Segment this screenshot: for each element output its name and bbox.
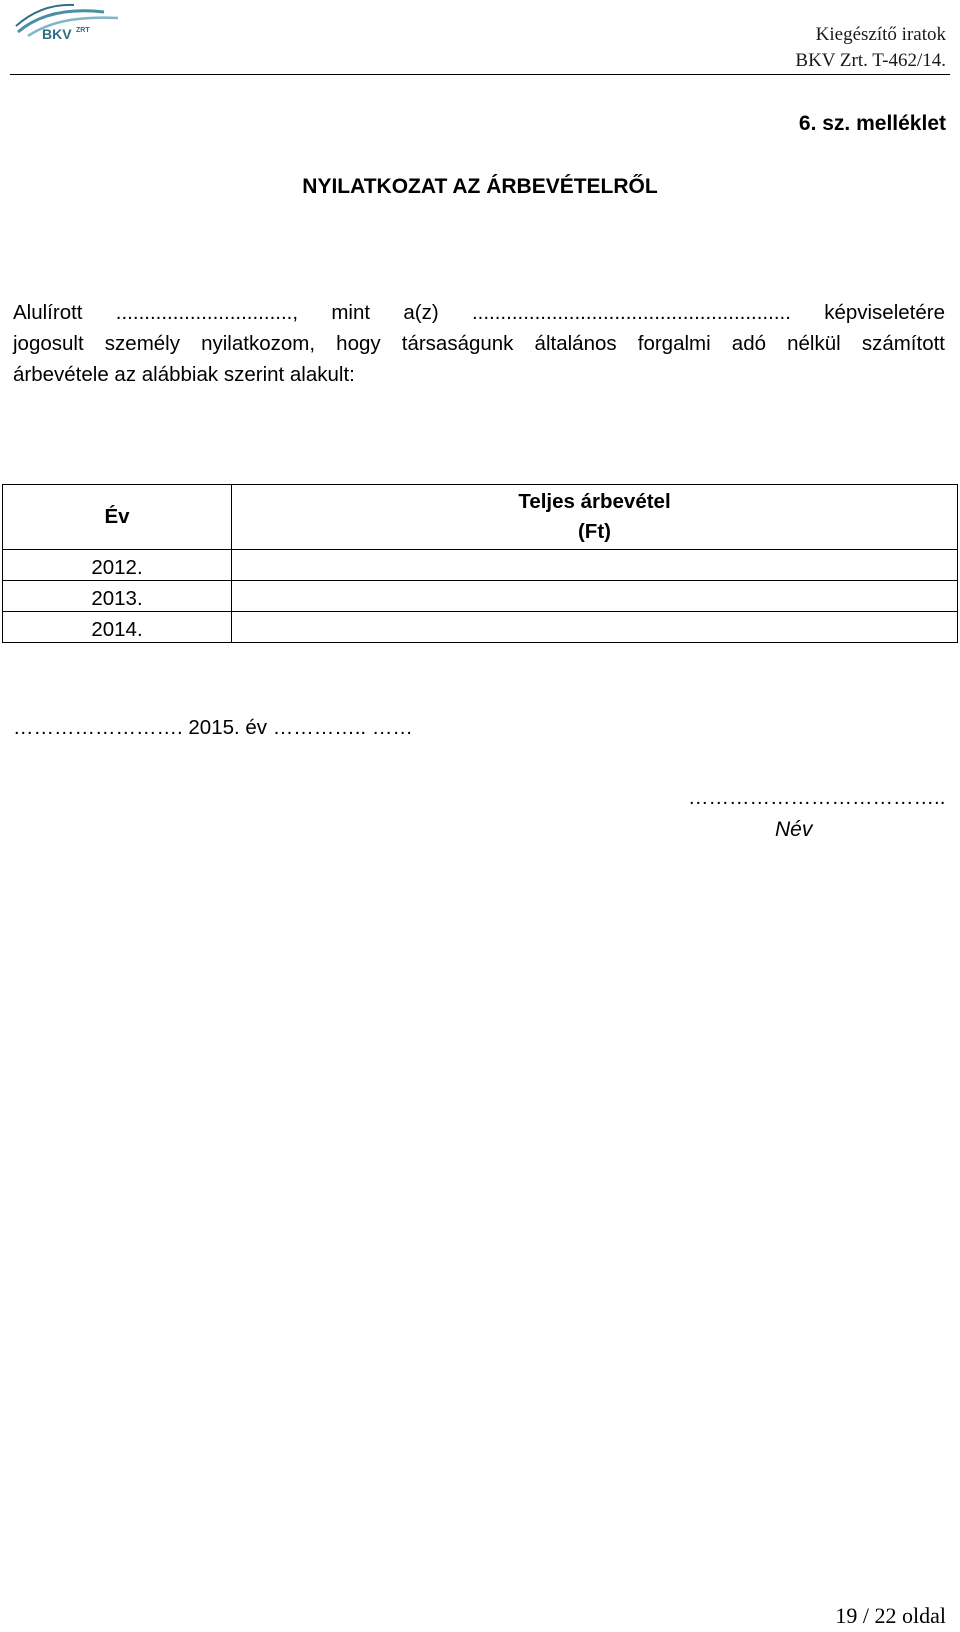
revenue-column-header xyxy=(232,485,958,550)
revenue-table xyxy=(2,484,958,643)
revenue-header-label: Teljes árbevétel xyxy=(518,490,671,513)
table-row xyxy=(3,581,958,612)
declaration-line-3: árbevétele az alábbiak szerint alakult: xyxy=(13,363,355,386)
declaration-line-2: jogosult személy nyilatkozom, hogy társaságunk általános forgalmi adó nélkül számított xyxy=(13,332,945,355)
declaration-text xyxy=(13,297,945,390)
revenue-cell[interactable] xyxy=(232,612,958,643)
header-divider xyxy=(10,74,950,75)
doc-type: Kiegészítő iratok xyxy=(815,24,946,45)
declaration-line-1: Alulírott ..............................., mint a(z) ........................................................ képviseletére xyxy=(13,301,945,324)
year-column-header: Év xyxy=(3,485,232,550)
table-row xyxy=(3,550,958,581)
year-cell: 2014. xyxy=(3,612,232,643)
revenue-header-unit: (Ft) xyxy=(577,520,611,543)
bkv-logo xyxy=(14,2,126,46)
signature-label: Név xyxy=(775,818,813,841)
year-cell: 2013. xyxy=(3,581,232,612)
year-cell: 2012. xyxy=(3,550,232,581)
page-number: 19 / 22 oldal xyxy=(835,1603,946,1628)
revenue-cell[interactable] xyxy=(232,550,958,581)
annex-label: 6. sz. melléklet xyxy=(798,112,946,135)
table-row xyxy=(3,612,958,643)
revenue-cell[interactable] xyxy=(232,581,958,612)
svg-text:ZRT: ZRT xyxy=(76,27,90,34)
svg-text:BKV: BKV xyxy=(42,26,72,42)
signature-line: ……………………………….. xyxy=(688,786,946,809)
date-line: ……………………. 2015. év ………….. …… xyxy=(13,716,413,739)
header-info xyxy=(795,22,946,74)
doc-number: BKV Zrt. T-462/14. xyxy=(795,50,946,71)
document-title: NYILATKOZAT AZ ÁRBEVÉTELRŐL xyxy=(302,175,658,198)
table-header-row xyxy=(3,485,958,550)
